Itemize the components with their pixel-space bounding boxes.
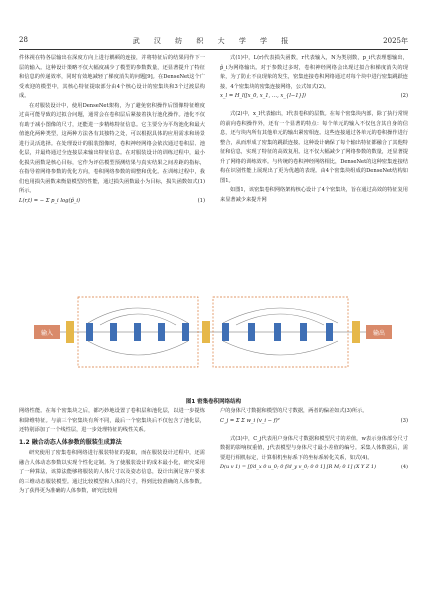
skip-arc <box>88 341 188 355</box>
input-label: 输入 <box>40 330 54 337</box>
right-column-top <box>220 54 408 205</box>
left-column-bottom <box>19 407 205 497</box>
figure-caption: 图1 密集卷积网络结构 <box>185 399 242 405</box>
paragraph: 件休视在特各层输出在深度方向上进行耦顿的连接，并将特征后的结果同作下一层的输入。这种设计策略不仅大幅度减少了模型的参数数量，还显著提升了特征和信息的传递效率，同时有效地减轻了梯度消失的问题[9]。在DenseNet这个广受欢迎的模型中，其核心特征提取部分由4个核心设计的密集块和3个过渡层构成。 <box>19 55 205 99</box>
page-number: 28 <box>19 36 28 44</box>
left-column-top <box>19 54 205 215</box>
transition-block <box>352 321 360 343</box>
journal-title: 武 汉 纺 织 大 学 学 报 <box>132 37 295 45</box>
paragraph: 研究使用了密集卷积网络进行服装特征的提取，而在服装设计过程中，还需融合人体动态参数以实现个性化定制。为了使服装设计的成本最小化，研究采用了一种算法，该算法能够将服装的人体尺寸以及姿态信息，设计出满足客户要求的三维动态服装模型。通过比较模型和人体的尺寸，得到比较准确的人体参数。为了获得更为准确的人体参数，研究比较用 <box>19 450 205 494</box>
densenet-figure <box>28 283 398 393</box>
paragraph: 式(1)中，L(r)代表损失函数，r代表输入，N为类别数，p_i代表理想输出，p̂_i为网络输出。对于参数过多时，卷积神经网络会出现过拟合和梯度消失的现象，为了防止不良现象的发生，密集连接卷积网络通过对每个块中进行密集跳跃连接，4个密集块的密集连接网络，公式如式(2)。 <box>220 55 408 90</box>
equation-4: D(u v 1) = [f/d_x 0 u_0; 0 f/d_y v_0; 0 0 1] [R M; 0 1] (X Y Z 1) (4) <box>220 464 408 470</box>
paragraph: 网络性能。在每个密集块之后，都巧妙地设置了卷积层和池化层，以进一步提炼和降维特征。与前三个密集块有所不同，最后一个密集块后不仅包含了池化层，还特别添加了一个线性层，进一步处理特征的线性关系。 <box>19 408 205 433</box>
paragraph: 式(3)中，C_j代表用户身体尺寸数据和模型尺寸的差值，w表示身体部分尺寸数据的影响权重值，j代表模型与身体尺寸最小差值的编号。采集人体数据后，需要进行相机标定，计算相机坐标系下的坐标系转化关系，如式(4)。 <box>220 435 408 461</box>
paragraph: 户的身体尺寸数据和模型的尺寸数据，两者的偏差如式(3)所示。 <box>220 408 368 414</box>
section-heading: 1.2 融合动态人体参数的服装生成算法 <box>19 438 122 446</box>
layer-block <box>86 323 93 341</box>
layer-block <box>222 323 229 341</box>
page-header <box>19 36 408 48</box>
output-label: 输出 <box>372 330 386 337</box>
paragraph: 式(2)中，x_l代表输出，l代表卷积的层数。在每个密集块内部，除了执行常规的前向卷积操作外，还有一个显著的特点：每个单元的输入不仅包含其自身的信息，还与块内所有其他单元的输出紧密相连。这些连接通过各单元的卷积操作进行整合，从而形成了密集的跳跃连接。这种设计确保了每个输出特征都融合了其他特征和信息，实现了特征的高效复用。这不仅大幅减少了网络参数的数量，还显著提升了网络的训练效率。与传统的卷积神经网络相比，DenseNet的这种密集连接结构在识别性能上展现出了更为优越的表现。由4个密集块组成的DenseNet结构如图1。 <box>220 111 408 184</box>
layer-block <box>274 323 281 341</box>
layer-block <box>182 323 189 341</box>
skip-arc <box>88 308 188 323</box>
layer-block <box>110 323 117 341</box>
transition-block <box>66 321 74 343</box>
header-rule <box>19 49 408 50</box>
equation-1: L(r,t) = − Σ p_i log(p̂_i) (1) <box>19 197 205 204</box>
year: 2025年 <box>383 37 408 45</box>
paragraph: 在对服装设计中，使用DenseNet架构，为了避免密积操作后图像特征维度过高可能导致的过拟合问题，通常会在卷积层后紧接着执行池化操作。池化不仅有助于减小图像的尺寸，还能进一步精练特征信息。它主要分为平均池化和最大值池化两种类型，这两种方法各有其独特之处，可以根据具体的应用需求和场景进行灵活选择。在处理设计的服装图像时，卷积神经网络会依次通过卷积层、池化层，并最终通过全连接层来输出特征信息。在对服装设计的训练过程中，最小化损失函数是核心目标，它作为评估模型预测结果与真实结果之间差距的指标，在指导着网络参数的优化方向，卷积网络参数的调整和优化。在训练过程中，我们也用损失函数来衡量模型的性能，通过损失函数最小为目标，损失函数如式(1)所示。 <box>19 102 205 194</box>
layer-block <box>326 323 333 341</box>
transition-block <box>202 321 210 343</box>
paragraph: 如图1，该密集卷积网络架构核心设计了4个密集块，旨在通过高效的特征复用来显著减少来提升网 <box>220 187 408 203</box>
skip-arc <box>223 341 338 355</box>
layer-block <box>248 323 255 341</box>
equation-3: C_j = Σ Σ w_i (v_i − f)² (3) <box>220 417 408 424</box>
skip-arc <box>223 308 338 323</box>
layer-block <box>134 323 141 341</box>
layer-block <box>158 323 165 341</box>
right-column-bottom <box>220 407 408 491</box>
equation-2: x_l = H_l([x_0, x_1, …, x_{l−1}]) (2) <box>220 93 408 99</box>
layer-block <box>300 323 307 341</box>
